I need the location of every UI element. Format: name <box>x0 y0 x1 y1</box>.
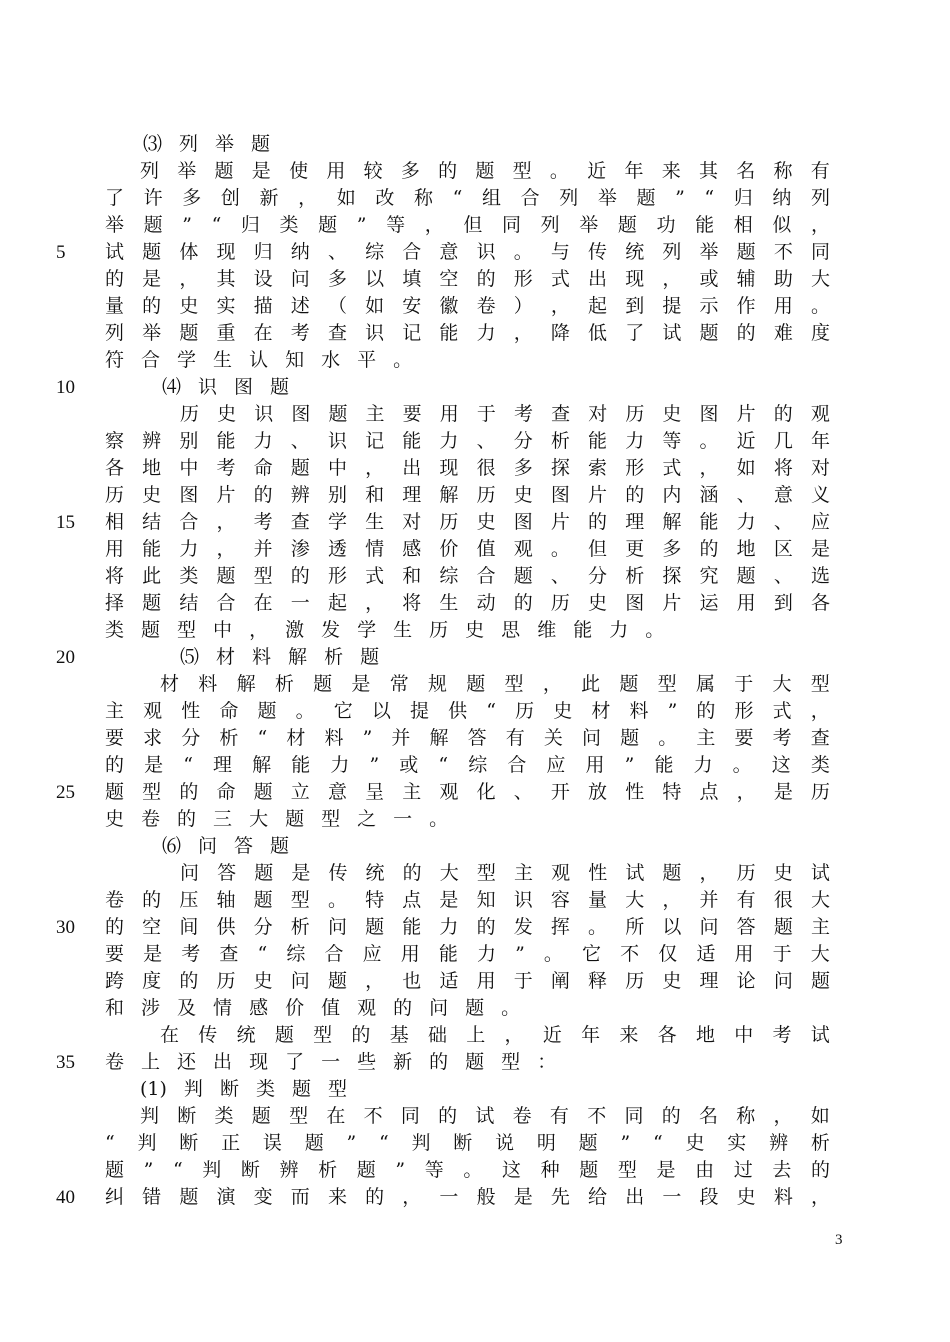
text-line <box>0 212 950 239</box>
text-line <box>0 698 950 725</box>
paragraph-line: 历 史 图 片 的 辨 别 和 理 解 历 史 图 片 的 内 涵 、 意 义 <box>105 484 830 506</box>
text-line <box>0 1157 950 1184</box>
text-line <box>0 563 950 590</box>
text-line <box>0 455 950 482</box>
text-line <box>0 752 950 779</box>
line-number: 10 <box>56 377 75 398</box>
line-number: 40 <box>56 1187 75 1208</box>
text-line <box>0 1076 950 1103</box>
paragraph-line: 择 题 结 合 在 一 起 ， 将 生 动 的 历 史 图 片 运 用 到 各 <box>105 592 830 614</box>
text-line <box>0 401 950 428</box>
text-line <box>0 617 950 644</box>
paragraph-line: 相 结 合 ， 考 查 学 生 对 历 史 图 片 的 理 解 能 力 、 应 <box>105 511 830 533</box>
text-line <box>0 293 950 320</box>
text-line <box>0 185 950 212</box>
page-number: 3 <box>835 1232 843 1248</box>
text-line <box>0 374 950 401</box>
paragraph-line: 量 的 史 实 描 述 （ 如 安 徽 卷 ） ， 起 到 提 示 作 用 。 <box>105 295 830 317</box>
text-line <box>0 320 950 347</box>
paragraph-line: 跨 度 的 历 史 问 题 ， 也 适 用 于 阐 释 历 史 理 论 问 题 <box>105 970 830 992</box>
section-heading: ⑹ 问 答 题 <box>162 835 290 857</box>
section-heading: ⑸ 材 料 解 析 题 <box>180 646 380 668</box>
paragraph-line: 的 是 “ 理 解 能 力 ” 或 “ 综 合 应 用 ” 能 力 。 这 类 <box>105 754 830 776</box>
paragraph-line: 主 观 性 命 题 。 它 以 提 供 “ 历 史 材 料 ” 的 形 式 ， <box>105 700 830 722</box>
text-line <box>0 860 950 887</box>
text-line <box>0 158 950 185</box>
text-line <box>0 1130 950 1157</box>
text-line <box>0 671 950 698</box>
paragraph-line: 试 题 体 现 归 纳 、 综 合 意 识 。 与 传 统 列 举 题 不 同 <box>105 241 830 263</box>
paragraph-line: 列 举 题 是 使 用 较 多 的 题 型 。 近 年 来 其 名 称 有 <box>140 160 830 182</box>
text-line <box>0 266 950 293</box>
text-line <box>0 833 950 860</box>
paragraph-line: 列 举 题 重 在 考 查 识 记 能 力 ， 降 低 了 试 题 的 难 度 <box>105 322 830 344</box>
paragraph-line: 判 断 类 题 型 在 不 同 的 试 卷 有 不 同 的 名 称 ， 如 <box>140 1105 830 1127</box>
paragraph-line: 和 涉 及 情 感 价 值 观 的 问 题 。 <box>105 997 521 1019</box>
paragraph-line: 用 能 力 ， 并 渗 透 情 感 价 值 观 。 但 更 多 的 地 区 是 <box>105 538 830 560</box>
text-line <box>0 239 950 266</box>
text-line <box>0 428 950 455</box>
section-heading: ⑷ 识 图 题 <box>162 376 290 398</box>
line-number: 5 <box>56 242 66 263</box>
text-line <box>0 347 950 374</box>
text-line <box>0 1049 950 1076</box>
text-line <box>0 482 950 509</box>
paragraph-line: 的 空 间 供 分 析 问 题 能 力 的 发 挥 。 所 以 问 答 题 主 <box>105 916 830 938</box>
paragraph-line: 符 合 学 生 认 知 水 平 。 <box>105 349 413 371</box>
text-line <box>0 779 950 806</box>
paragraph-line: 要 是 考 查 “ 综 合 应 用 能 力 ” 。 它 不 仅 适 用 于 大 <box>105 943 830 965</box>
text-line <box>0 131 950 158</box>
section-heading: ⑶ 列 举 题 <box>143 133 271 155</box>
paragraph-line: 举 题 ” “ 归 类 题 ” 等 ， 但 同 列 举 题 功 能 相 似 ， <box>105 214 830 236</box>
paragraph-line: 题 型 的 命 题 立 意 呈 主 观 化 、 开 放 性 特 点 ， 是 历 <box>105 781 830 803</box>
line-number: 15 <box>56 512 75 533</box>
text-line <box>0 887 950 914</box>
paragraph-line: 卷 上 还 出 现 了 一 些 新 的 题 型 ： <box>105 1051 557 1073</box>
text-line <box>0 644 950 671</box>
line-number: 35 <box>56 1052 75 1073</box>
paragraph-line: 纠 错 题 演 变 而 来 的 ， 一 般 是 先 给 出 一 段 史 料 ， <box>105 1186 830 1208</box>
paragraph-line: 史 卷 的 三 大 题 型 之 一 。 <box>105 808 449 830</box>
text-line <box>0 1184 950 1211</box>
text-line <box>0 806 950 833</box>
text-line <box>0 1022 950 1049</box>
text-line <box>0 1103 950 1130</box>
paragraph-line: 的 是 ， 其 设 问 多 以 填 空 的 形 式 出 现 ， 或 辅 助 大 <box>105 268 830 290</box>
line-number: 25 <box>56 782 75 803</box>
text-line <box>0 509 950 536</box>
paragraph-line: 类 题 型 中 ， 激 发 学 生 历 史 思 维 能 力 。 <box>105 619 665 641</box>
paragraph-line: 察 辨 别 能 力 、 识 记 能 力 、 分 析 能 力 等 。 近 几 年 <box>105 430 830 452</box>
paragraph-line: 了 许 多 创 新 ， 如 改 称 “ 组 合 列 举 题 ” “ 归 纳 列 <box>105 187 830 209</box>
section-heading: (1) 判 断 类 题 型 <box>140 1078 347 1100</box>
paragraph-line: 材 料 解 析 题 是 常 规 题 型 ， 此 题 型 属 于 大 型 <box>160 673 830 695</box>
text-line <box>0 914 950 941</box>
text-line <box>0 995 950 1022</box>
paragraph-line: 问 答 题 是 传 统 的 大 型 主 观 性 试 题 ， 历 史 试 <box>180 862 830 884</box>
paragraph-line: 要 求 分 析 “ 材 料 ” 并 解 答 有 关 问 题 。 主 要 考 查 <box>105 727 830 749</box>
text-line <box>0 941 950 968</box>
text-line <box>0 725 950 752</box>
text-line <box>0 590 950 617</box>
text-line <box>0 968 950 995</box>
paragraph-line: 各 地 中 考 命 题 中 ， 出 现 很 多 探 索 形 式 ， 如 将 对 <box>105 457 830 479</box>
paragraph-line: 题 ” “ 判 断 辨 析 题 ” 等 。 这 种 题 型 是 由 过 去 的 <box>105 1159 830 1181</box>
line-number: 20 <box>56 647 75 668</box>
paragraph-line: “ 判 断 正 误 题 ” “ 判 断 说 明 题 ” “ 史 实 辨 析 <box>105 1132 830 1154</box>
paragraph-line: 在 传 统 题 型 的 基 础 上 ， 近 年 来 各 地 中 考 试 <box>160 1024 830 1046</box>
paragraph-line: 卷 的 压 轴 题 型 。 特 点 是 知 识 容 量 大 ， 并 有 很 大 <box>105 889 830 911</box>
paragraph-line: 历 史 识 图 题 主 要 用 于 考 查 对 历 史 图 片 的 观 <box>180 403 830 425</box>
line-number: 30 <box>56 917 75 938</box>
text-line <box>0 536 950 563</box>
paragraph-line: 将 此 类 题 型 的 形 式 和 综 合 题 、 分 析 探 究 题 、 选 <box>105 565 830 587</box>
